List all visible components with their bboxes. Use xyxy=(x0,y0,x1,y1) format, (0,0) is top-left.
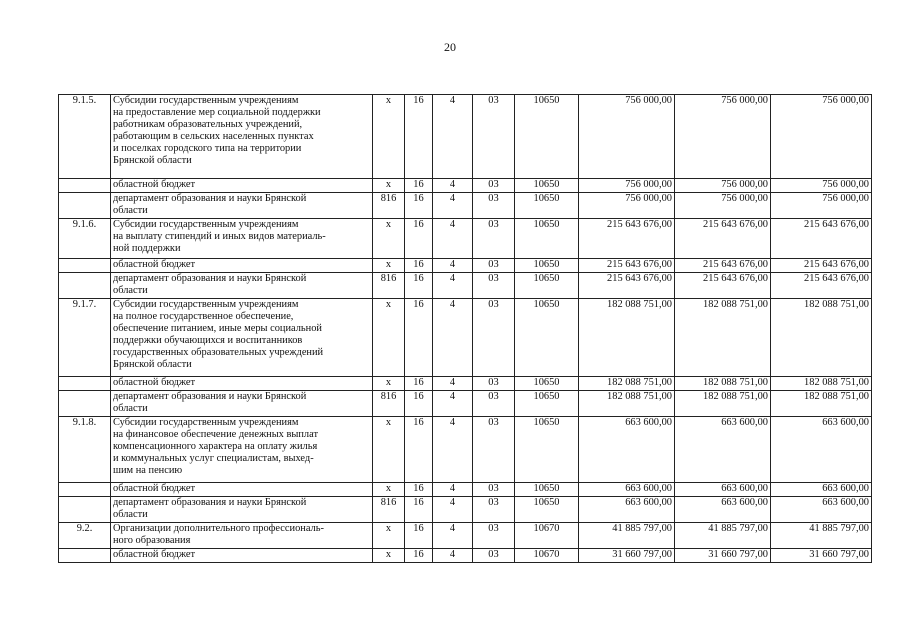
amount-year-3: 182 088 751,00 xyxy=(771,377,872,391)
rz-code: 16 xyxy=(405,219,433,259)
vr-code: 10670 xyxy=(515,523,579,549)
vr-code: 10650 xyxy=(515,483,579,497)
rz-code: 16 xyxy=(405,193,433,219)
pr-code: 4 xyxy=(433,179,473,193)
table-row xyxy=(59,193,872,219)
grbs-code: x xyxy=(373,523,405,549)
grbs-code: 816 xyxy=(373,193,405,219)
vr-code: 10650 xyxy=(515,377,579,391)
amount-year-3: 215 643 676,00 xyxy=(771,219,872,259)
amount-year-2: 182 088 751,00 xyxy=(675,299,771,377)
rz-code: 16 xyxy=(405,523,433,549)
cs-code: 03 xyxy=(473,95,515,179)
amount-year-2: 41 885 797,00 xyxy=(675,523,771,549)
vr-code: 10650 xyxy=(515,193,579,219)
grbs-code: x xyxy=(373,179,405,193)
cs-code: 03 xyxy=(473,391,515,417)
grbs-code: x xyxy=(373,259,405,273)
grbs-code: 816 xyxy=(373,391,405,417)
table-row xyxy=(59,483,872,497)
pr-code: 4 xyxy=(433,273,473,299)
pr-code: 4 xyxy=(433,219,473,259)
pr-code: 4 xyxy=(433,523,473,549)
pr-code: 4 xyxy=(433,299,473,377)
pr-code: 4 xyxy=(433,259,473,273)
amount-year-1: 215 643 676,00 xyxy=(579,259,675,273)
pr-code: 4 xyxy=(433,549,473,563)
amount-year-3: 663 600,00 xyxy=(771,483,872,497)
row-number xyxy=(59,259,111,273)
grbs-code: x xyxy=(373,377,405,391)
amount-year-3: 756 000,00 xyxy=(771,179,872,193)
cs-code: 03 xyxy=(473,179,515,193)
pr-code: 4 xyxy=(433,497,473,523)
row-number: 9.1.7. xyxy=(59,299,111,377)
row-name: областной бюджет xyxy=(111,483,373,497)
amount-year-3: 31 660 797,00 xyxy=(771,549,872,563)
amount-year-1: 182 088 751,00 xyxy=(579,391,675,417)
rz-code: 16 xyxy=(405,483,433,497)
grbs-code: x xyxy=(373,95,405,179)
table-row xyxy=(59,299,872,377)
pr-code: 4 xyxy=(433,193,473,219)
rz-code: 16 xyxy=(405,273,433,299)
amount-year-2: 663 600,00 xyxy=(675,497,771,523)
row-number xyxy=(59,377,111,391)
amount-year-3: 663 600,00 xyxy=(771,417,872,483)
row-number xyxy=(59,179,111,193)
rz-code: 16 xyxy=(405,299,433,377)
amount-year-3: 182 088 751,00 xyxy=(771,299,872,377)
cs-code: 03 xyxy=(473,299,515,377)
rz-code: 16 xyxy=(405,95,433,179)
vr-code: 10650 xyxy=(515,273,579,299)
amount-year-2: 756 000,00 xyxy=(675,193,771,219)
vr-code: 10650 xyxy=(515,497,579,523)
grbs-code: x xyxy=(373,299,405,377)
amount-year-3: 182 088 751,00 xyxy=(771,391,872,417)
cs-code: 03 xyxy=(473,523,515,549)
pr-code: 4 xyxy=(433,417,473,483)
row-name: департамент образования и науки Брянской области xyxy=(111,193,373,219)
vr-code: 10650 xyxy=(515,259,579,273)
row-number: 9.1.6. xyxy=(59,219,111,259)
row-name: департамент образования и науки Брянской области xyxy=(111,497,373,523)
pr-code: 4 xyxy=(433,377,473,391)
rz-code: 16 xyxy=(405,417,433,483)
table-row xyxy=(59,179,872,193)
amount-year-2: 215 643 676,00 xyxy=(675,219,771,259)
vr-code: 10650 xyxy=(515,95,579,179)
row-name: Субсидии государственным учреждениям на полное государственное обеспечение, обеспечение питанием, иные меры социальной поддержки обучающихся и воспитанников государственных образовательных учреждений Брянской области xyxy=(111,299,373,377)
row-number: 9.1.8. xyxy=(59,417,111,483)
amount-year-3: 41 885 797,00 xyxy=(771,523,872,549)
row-name: областной бюджет xyxy=(111,259,373,273)
vr-code: 10650 xyxy=(515,417,579,483)
amount-year-3: 663 600,00 xyxy=(771,497,872,523)
row-number xyxy=(59,483,111,497)
grbs-code: x xyxy=(373,219,405,259)
row-number xyxy=(59,549,111,563)
rz-code: 16 xyxy=(405,179,433,193)
row-name: областной бюджет xyxy=(111,179,373,193)
amount-year-2: 663 600,00 xyxy=(675,483,771,497)
row-number xyxy=(59,497,111,523)
cs-code: 03 xyxy=(473,497,515,523)
amount-year-1: 663 600,00 xyxy=(579,483,675,497)
amount-year-2: 182 088 751,00 xyxy=(675,391,771,417)
amount-year-2: 756 000,00 xyxy=(675,95,771,179)
table-row xyxy=(59,377,872,391)
row-name: департамент образования и науки Брянской области xyxy=(111,273,373,299)
page-number: 20 xyxy=(444,40,456,54)
amount-year-2: 215 643 676,00 xyxy=(675,259,771,273)
amount-year-3: 215 643 676,00 xyxy=(771,273,872,299)
amount-year-1: 182 088 751,00 xyxy=(579,299,675,377)
amount-year-3: 756 000,00 xyxy=(771,193,872,219)
rz-code: 16 xyxy=(405,497,433,523)
vr-code: 10650 xyxy=(515,179,579,193)
rz-code: 16 xyxy=(405,391,433,417)
table-row xyxy=(59,95,872,179)
rz-code: 16 xyxy=(405,259,433,273)
row-name: областной бюджет xyxy=(111,377,373,391)
row-name: департамент образования и науки Брянской области xyxy=(111,391,373,417)
pr-code: 4 xyxy=(433,95,473,179)
budget-table xyxy=(58,94,872,563)
amount-year-1: 41 885 797,00 xyxy=(579,523,675,549)
amount-year-3: 215 643 676,00 xyxy=(771,259,872,273)
amount-year-1: 663 600,00 xyxy=(579,497,675,523)
grbs-code: x xyxy=(373,549,405,563)
cs-code: 03 xyxy=(473,219,515,259)
amount-year-1: 182 088 751,00 xyxy=(579,377,675,391)
amount-year-1: 756 000,00 xyxy=(579,179,675,193)
amount-year-1: 663 600,00 xyxy=(579,417,675,483)
table-row xyxy=(59,259,872,273)
row-name: областной бюджет xyxy=(111,549,373,563)
rz-code: 16 xyxy=(405,377,433,391)
cs-code: 03 xyxy=(473,273,515,299)
budget-table-body xyxy=(59,95,872,563)
pr-code: 4 xyxy=(433,391,473,417)
amount-year-2: 31 660 797,00 xyxy=(675,549,771,563)
amount-year-2: 663 600,00 xyxy=(675,417,771,483)
rz-code: 16 xyxy=(405,549,433,563)
amount-year-1: 31 660 797,00 xyxy=(579,549,675,563)
row-number xyxy=(59,273,111,299)
row-name: Субсидии государственным учреждениям на финансовое обеспечение денежных выплат компенсационного характера на оплату жилья и коммунальных услуг специалистам, выхед- шим на пенсию xyxy=(111,417,373,483)
row-number xyxy=(59,193,111,219)
grbs-code: 816 xyxy=(373,497,405,523)
cs-code: 03 xyxy=(473,193,515,219)
table-row xyxy=(59,523,872,549)
table-row xyxy=(59,417,872,483)
amount-year-1: 215 643 676,00 xyxy=(579,219,675,259)
row-number: 9.1.5. xyxy=(59,95,111,179)
grbs-code: 816 xyxy=(373,273,405,299)
vr-code: 10650 xyxy=(515,299,579,377)
cs-code: 03 xyxy=(473,377,515,391)
vr-code: 10650 xyxy=(515,391,579,417)
row-name: Субсидии государственным учреждениям на выплату стипендий и иных видов материаль- ной поддержки xyxy=(111,219,373,259)
table-row xyxy=(59,549,872,563)
cs-code: 03 xyxy=(473,483,515,497)
row-name: Субсидии государственным учреждениям на предоставление мер социальной поддержки работникам образовательных учреждений, работающим в сельских населенных пунктах и поселках городского типа на территории Брянской области xyxy=(111,95,373,179)
vr-code: 10650 xyxy=(515,219,579,259)
amount-year-2: 182 088 751,00 xyxy=(675,377,771,391)
vr-code: 10670 xyxy=(515,549,579,563)
amount-year-2: 756 000,00 xyxy=(675,179,771,193)
table-row xyxy=(59,219,872,259)
amount-year-1: 756 000,00 xyxy=(579,193,675,219)
row-name: Организации дополнительного профессиональ- ного образования xyxy=(111,523,373,549)
row-number: 9.2. xyxy=(59,523,111,549)
table-row xyxy=(59,273,872,299)
cs-code: 03 xyxy=(473,549,515,563)
amount-year-2: 215 643 676,00 xyxy=(675,273,771,299)
grbs-code: x xyxy=(373,417,405,483)
amount-year-1: 756 000,00 xyxy=(579,95,675,179)
amount-year-1: 215 643 676,00 xyxy=(579,273,675,299)
row-number xyxy=(59,391,111,417)
amount-year-3: 756 000,00 xyxy=(771,95,872,179)
cs-code: 03 xyxy=(473,259,515,273)
cs-code: 03 xyxy=(473,417,515,483)
pr-code: 4 xyxy=(433,483,473,497)
grbs-code: x xyxy=(373,483,405,497)
table-row xyxy=(59,391,872,417)
table-row xyxy=(59,497,872,523)
